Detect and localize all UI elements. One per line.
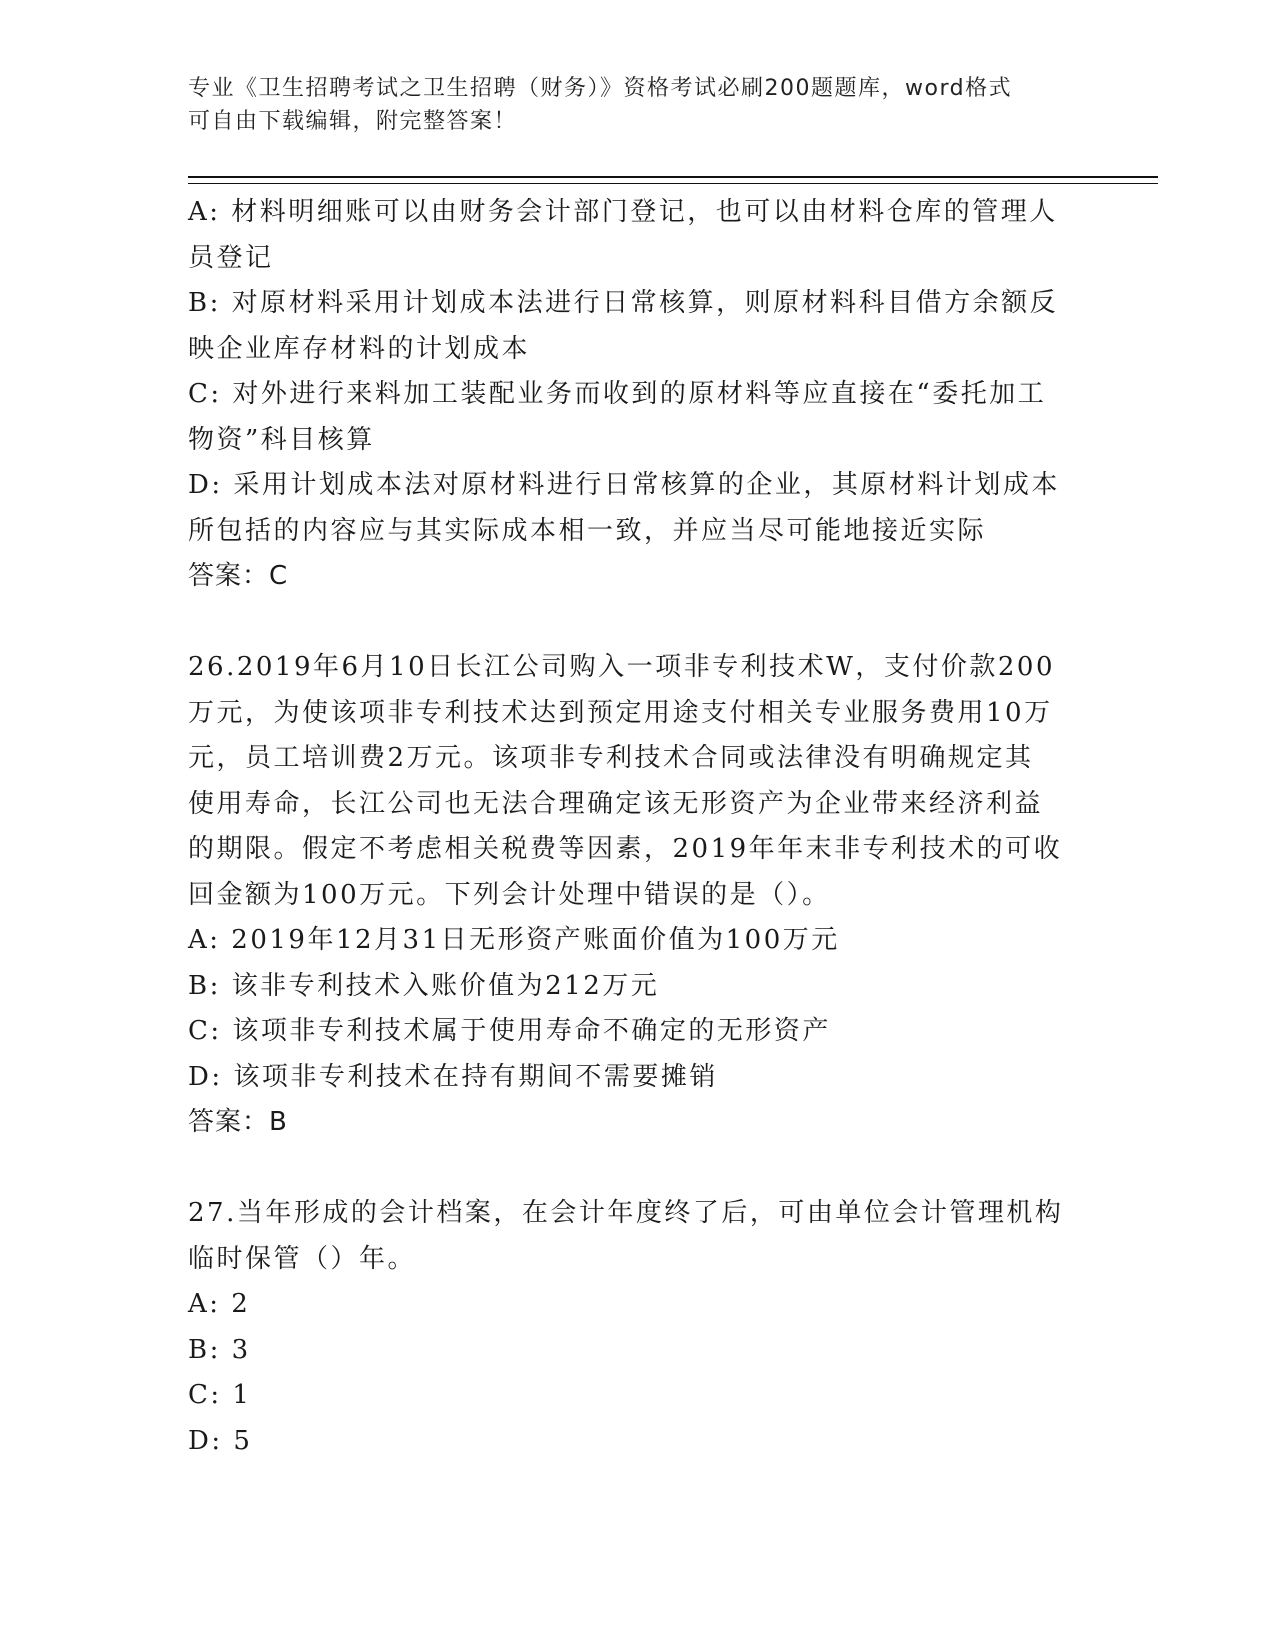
question-27 (188, 1191, 1088, 1464)
question-26-option-a: A: 2019年12月31日无形资产账面价值为100万元 (188, 925, 840, 955)
option-a-line-2: 员登记 (188, 242, 274, 273)
spacer (188, 1146, 1088, 1192)
question-26-stem-line-6: 回金额为100万元。下列会计处理中错误的是（）。 (188, 879, 831, 910)
question-27-option-d: D: 5 (188, 1425, 253, 1456)
question-26-option-c: C: 该项非专利技术属于使用寿命不确定的无形资产 (188, 1016, 831, 1046)
question-27-option-a: A: 2 (188, 1289, 251, 1319)
question-27-option-b: B: 3 (188, 1334, 251, 1365)
option-b-line-1: B: 对原材料采用计划成本法进行日常核算，则原材料科目借方余额反 (188, 288, 1059, 318)
header-divider-thin (188, 183, 1158, 184)
question-26-stem-line-1: 26.2019年6月10日长江公司购入一项非专利技术W，支付价款200 (188, 652, 1055, 682)
option-d-line-2: 所包括的内容应与其实际成本相一致，并应当尽可能地接近实际 (188, 515, 987, 546)
header-line-2: 可自由下载编辑，附完整答案！ (188, 109, 518, 134)
question-25-options (188, 190, 1088, 600)
spacer (188, 600, 1088, 646)
answer-25: 答案：C (188, 561, 289, 591)
question-26-option-b: B: 该非专利技术入账价值为212万元 (188, 970, 660, 1001)
document-body (188, 190, 1088, 1464)
option-c-line-2: 物资”科目核算 (188, 424, 375, 455)
header-line-1: 专业《卫生招聘考试之卫生招聘（财务）》资格考试必刷200题题库，word格式 (188, 76, 1013, 101)
answer-26: 答案：B (188, 1107, 288, 1137)
question-27-stem-line-1: 27.当年形成的会计档案，在会计年度终了后，可由单位会计管理机构 (188, 1198, 1064, 1228)
option-a-line-1: A: 材料明细账可以由财务会计部门登记，也可以由材料仓库的管理人 (188, 197, 1058, 227)
question-27-option-c: C: 1 (188, 1380, 252, 1410)
question-26-stem-line-4: 使用寿命，长江公司也无法合理确定该无形资产为企业带来经济利益 (188, 788, 1044, 819)
question-26-stem-line-2: 万元，为使该项非专利技术达到预定用途支付相关专业服务费用10万 (188, 697, 1053, 728)
question-26-stem-line-5: 的期限。假定不考虑相关税费等因素，2019年年末非专利技术的可收 (188, 834, 1063, 864)
header-divider-thick (188, 176, 1158, 178)
question-26-option-d: D: 该项非专利技术在持有期间不需要摊销 (188, 1061, 718, 1092)
question-26 (188, 645, 1088, 1146)
option-b-line-2: 映企业库存材料的计划成本 (188, 333, 531, 364)
question-27-stem-line-2: 临时保管（）年。 (188, 1243, 417, 1274)
document-header (188, 72, 1088, 138)
option-d-line-1: D: 采用计划成本法对原材料进行日常核算的企业，其原材料计划成本 (188, 470, 1060, 500)
question-26-stem-line-3: 元，员工培训费2万元。该项非专利技术合同或法律没有明确规定其 (188, 743, 1034, 773)
option-c-line-1: C: 对外进行来料加工装配业务而收到的原材料等应直接在“委托加工 (188, 379, 1047, 409)
